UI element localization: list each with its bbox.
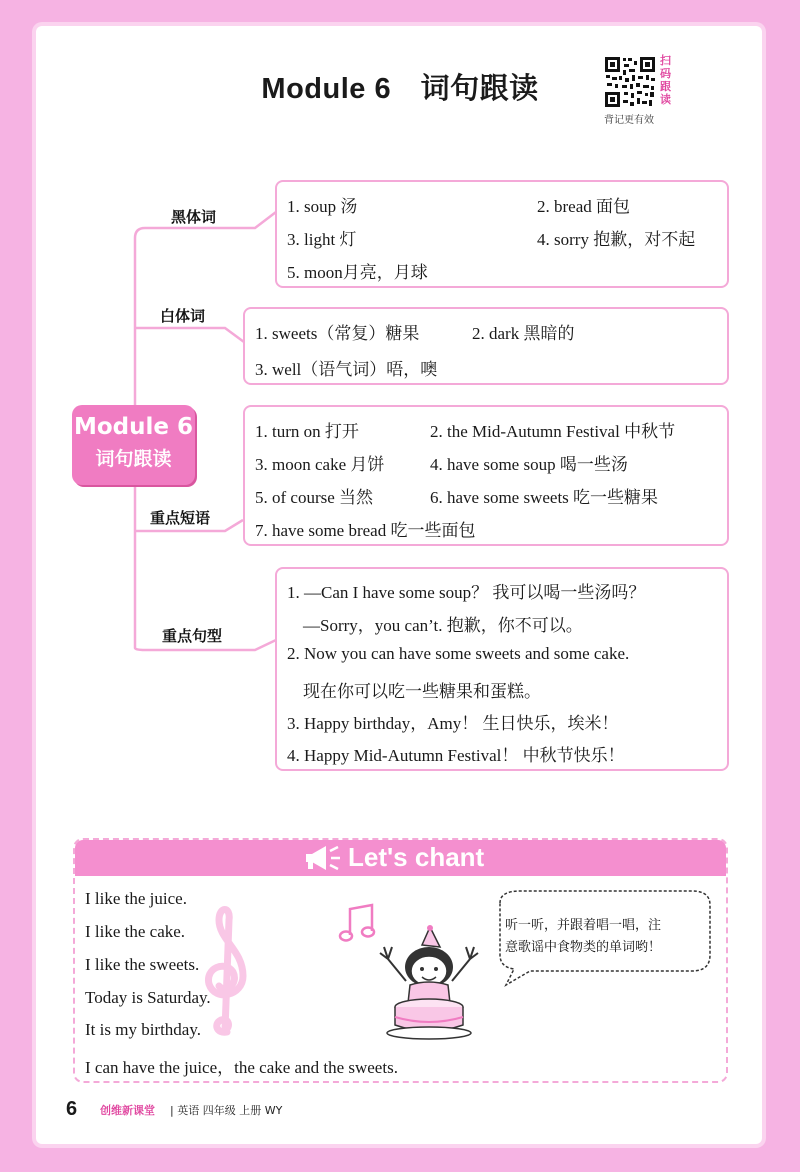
footer-brand: 创维新课堂 — [100, 1104, 155, 1117]
category-bold-words: 黑体词 — [171, 208, 217, 226]
phrase-item: 4. have some soup 喝一些汤 — [430, 455, 628, 474]
chant-line: I can have the juice，the cake and the sweets. — [85, 1058, 398, 1077]
chant-line: I like the sweets. — [85, 955, 200, 974]
bold-word-item: 2. bread 面包 — [537, 197, 631, 216]
category-sentences: 重点句型 — [162, 627, 223, 645]
page-number: 6 — [66, 1098, 78, 1120]
module-root-title: Module 6 — [73, 414, 194, 440]
white-word-item: 1. sweets（常复）糖果 — [255, 324, 420, 343]
bold-word-item: 3. light 灯 — [287, 230, 357, 249]
sentence-item: 3. Happy birthday，Amy！ 生日快乐，埃米！ — [287, 714, 619, 733]
phrase-item: 1. turn on 打开 — [255, 422, 359, 441]
sentence-item: 1. —Can I have some soup？ 我可以喝一些汤吗？ — [287, 583, 646, 602]
footer-info: | 英语 四年级 上册 WY — [170, 1104, 283, 1117]
phrase-item: 6. have some sweets 吃一些糖果 — [430, 488, 659, 507]
sentence-item: 4. Happy Mid-Autumn Festival！ 中秋节快乐！ — [287, 746, 625, 765]
phrase-item: 3. moon cake 月饼 — [255, 455, 385, 474]
chant-title: Let's chant — [348, 842, 485, 872]
chant-line: I like the juice. — [85, 889, 187, 908]
phrase-item: 2. the Mid-Autumn Festival 中秋节 — [430, 422, 676, 441]
phrase-item: 5. of course 当然 — [255, 488, 374, 507]
category-phrases: 重点短语 — [150, 509, 211, 527]
bold-word-item: 5. moon月亮，月球 — [287, 263, 428, 282]
speech-bubble-text: 听一听，并跟着唱一唱，注 意歌谣中食物类的单词哟！ — [505, 918, 662, 955]
sentence-item: 现在你可以吃一些糖果和蛋糕。 — [303, 682, 541, 701]
module-root-box — [72, 405, 195, 485]
white-word-item: 3. well（语气词）唔，噢 — [255, 360, 438, 379]
category-white-words: 白体词 — [160, 307, 206, 325]
music-note-icon — [338, 903, 378, 945]
page-title: Module 6 词句跟读 — [261, 73, 539, 105]
white-word-item: 2. dark 黑暗的 — [472, 324, 575, 343]
module-root-subtitle: 词句跟读 — [95, 448, 172, 470]
birthday-child-illustration — [374, 925, 484, 1043]
qr-side-label: 扫 码 跟 读 — [660, 54, 671, 106]
phrase-item: 7. have some bread 吃一些面包 — [255, 521, 476, 540]
bold-word-item: 4. sorry 抱歉，对不起 — [537, 230, 696, 249]
megaphone-icon — [300, 843, 342, 873]
bold-word-item: 1. soup 汤 — [287, 197, 358, 216]
sentence-item: —Sorry，you can’t. 抱歉，你不可以。 — [303, 616, 583, 635]
chant-line: Today is Saturday. — [85, 988, 211, 1007]
chant-line: It is my birthday. — [85, 1020, 201, 1039]
chant-line: I like the cake. — [85, 922, 186, 941]
treble-clef-icon — [195, 900, 255, 1040]
qr-caption: 背记更有效 — [604, 115, 654, 126]
sentence-item: 2. Now you can have some sweets and some cake. — [287, 644, 630, 663]
